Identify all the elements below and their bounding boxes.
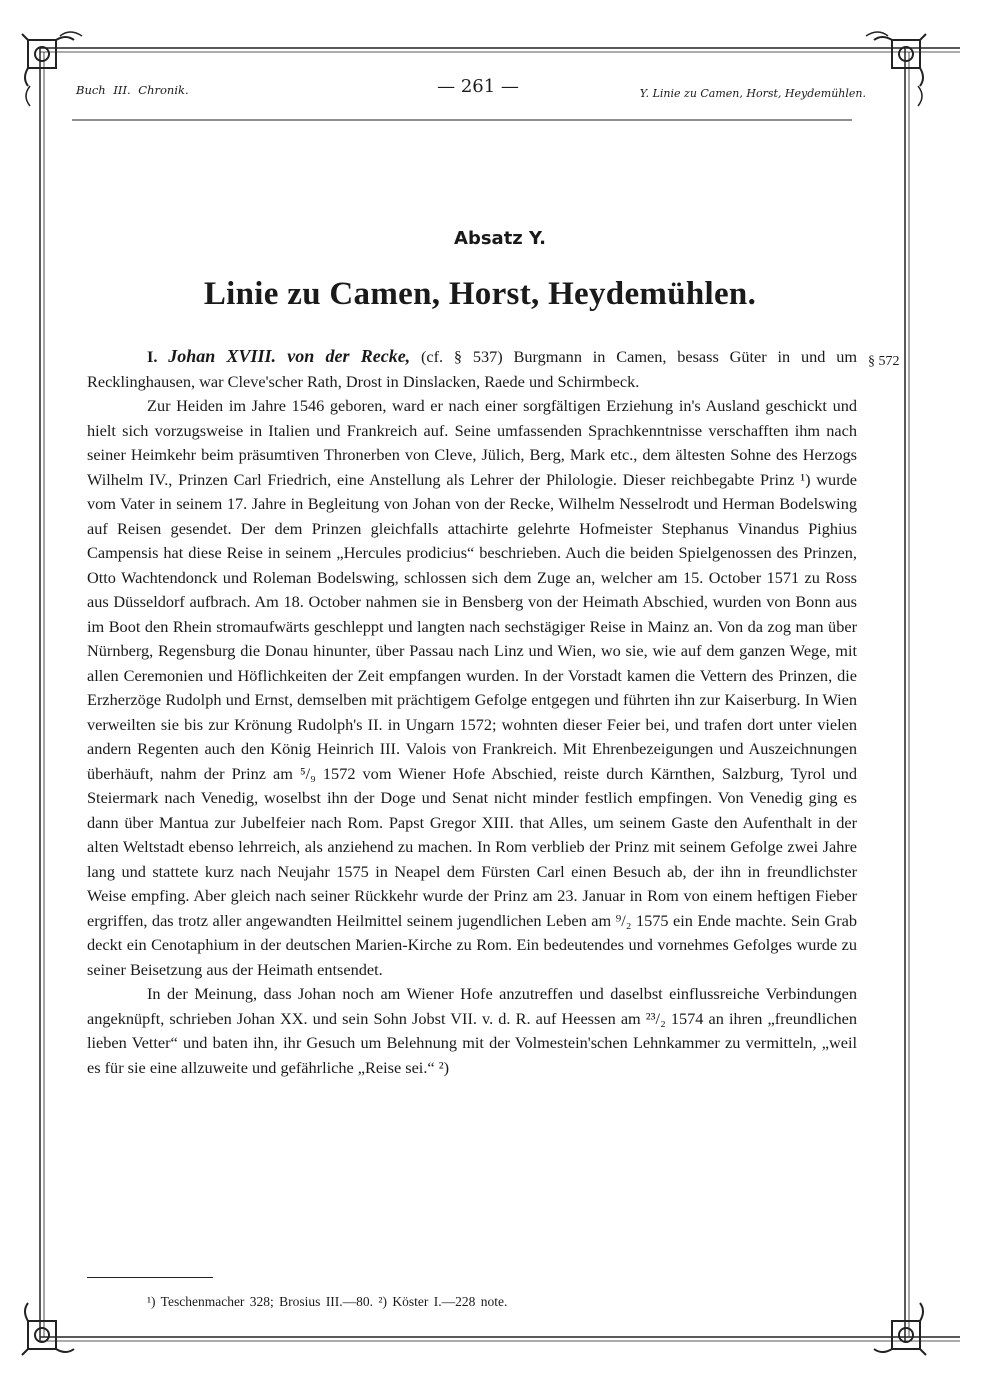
entry-name: Johan XVIII. von der Recke, [168, 346, 411, 366]
footnote-rule [87, 1277, 213, 1278]
entry-text: (cf. § 537) Burgmann in Camen, besass Güter in und um Recklinghausen, war Cleve'scher Rath, Drost in Dinslacken, Raede und Schirmbeck. [87, 347, 857, 391]
margin-paragraph-ref: § 572 [868, 354, 900, 369]
paragraph-3: In der Meinung, dass Johan noch am Wiener Hofe anzutreffen und daselbst einflussreiche Verbindungen angeknüpft, schrieben Johan XX. und sein Sohn Jobst VII. v. d. R. auf Heessen am ²³/₂ 1574 an ihren „freundlichen lieben Vetter“ und baten ihn, ihr Gesuch um Belehnung mit der Volmestein'schen Lehnkammer zu vermitteln, „weil es für sie eine allzuweite und gefährliche „Reise sei.“ ²) [87, 984, 857, 1077]
entry-numeral: I. [147, 347, 158, 366]
paragraph-2: Zur Heiden im Jahre 1546 geboren, ward er nach einer sorgfältigen Erziehung in's Ausland geschickt und hielt sich vorzugsweise in Italien und Frankreich auf. Seine umfassenden Sprachkenntnisse verschafften ihm nach seiner Heimkehr beim präsumtiven Thronerben von Cleve, Jülich, Berg, Mark etc., dem ältesten Sohne des Herzogs Wilhelm IV., Prinzen Carl Friedrich, eine Anstellung als Lehrer der Philologie. Dieser reichbegabte Prinz ¹) wurde vom Vater in seinem 17. Jahre in Begleitung von Johan von der Recke, Wilhelm Nesselrodt und Herman Bodelswing auf Reisen gesendet. Der dem Prinzen gleichfalls attachirte gelehrte Hofmeister Stephanus Vinandus Pighius Campensis hat diese Reise in seinem „Hercules prodicius“ beschrieben. Auch die beiden Spielgenossen des Prinzen, Otto Wachtendonck und Roleman Bodelswing, schlossen sich dem Zuge an, welcher am 15. October 1571 zu Ross aus Düsseldorf aufbrach. Am 18. October nahmen sie in Bensberg von der Heimath Abschied, wurden von Bonn aus im Boot den Rhein stromaufwärts geschleppt und langten nach sechstägiger Reise in Mainz an. Von da zog man über Nürnberg, Regensburg die Donau hinunter, über Passau nach Linz und Wien, wo sie, wie auf dem ganzen Wege, mit allen Ceremonien und Höflichkeiten der Zeit empfangen wurden. In der Vorstadt kamen die Vettern des Prinzen, die Erzherzöge Rudolph und Ernst, demselben mit prächtigem Gefolge entgegen und führten ihn zur Kaiserburg. In Wien verweilten sie bis zur Krönung Rudolph's II. in Ungarn 1572; wohnten dieser Feier bei, und trafen dort unter vielen andern Regenten auch den König Heinrich III. Valois von Frankreich. Mit Ehrenbezeigungen und Auszeichnungen überhäuft, nahm der Prinz am ⁵/₉ 1572 vom Wiener Hofe Abschied, reiste durch Kärnthen, Salzburg, Tyrol und Steiermark nach Venedig, woselbst ihn der Doge und Senat nicht minder festlich empfingen. Von Venedig ging es dann über Mantua zur Jubelfeier nach Rom. Papst Gregor XIII. that Alles, um seinem Gaste den Aufenthalt in der alten Weltstadt ebenso lehrreich, als anziehend zu machen. In Rom verblieb der Prinz mit seinem Gefolge zwei Jahre lang und stattete kurz nach Neujahr 1575 in Neapel dem Fürsten Carl einen Besuch ab, der ihn in freundlichster Weise empfing. Aber gleich nach seiner Rückkehr wurde der Prinz am 23. Januar in Rom von einem heftigen Fieber ergriffen, das trotz aller angewandten Heilmittel seinem jugendlichen Leben am ⁹/₂ 1575 ein Ende machte. Sein Grab deckt ein Cenotaphium in der deutschen Marien-Kirche zu Rom. Ein bedeutendes und vornehmes Gefolges wurde zu seiner Beisetzung aus der Heimath entsendet. [87, 396, 857, 979]
section-label: Absatz Y. [454, 228, 546, 249]
page-title: Linie zu Camen, Horst, Heydemühlen. [203, 276, 757, 312]
running-head-left: Buch III. Chronik. [76, 83, 189, 97]
page-number: — 261 — [437, 76, 519, 97]
running-head-right: Y. Linie zu Camen, Horst, Heydemühlen. [639, 87, 866, 100]
footnotes: ¹) Teschenmacher 328; Brosius III.—80. ²) Köster I.—228 note. [147, 1294, 508, 1309]
body-text [87, 344, 857, 1080]
paragraph-1 [87, 344, 857, 394]
